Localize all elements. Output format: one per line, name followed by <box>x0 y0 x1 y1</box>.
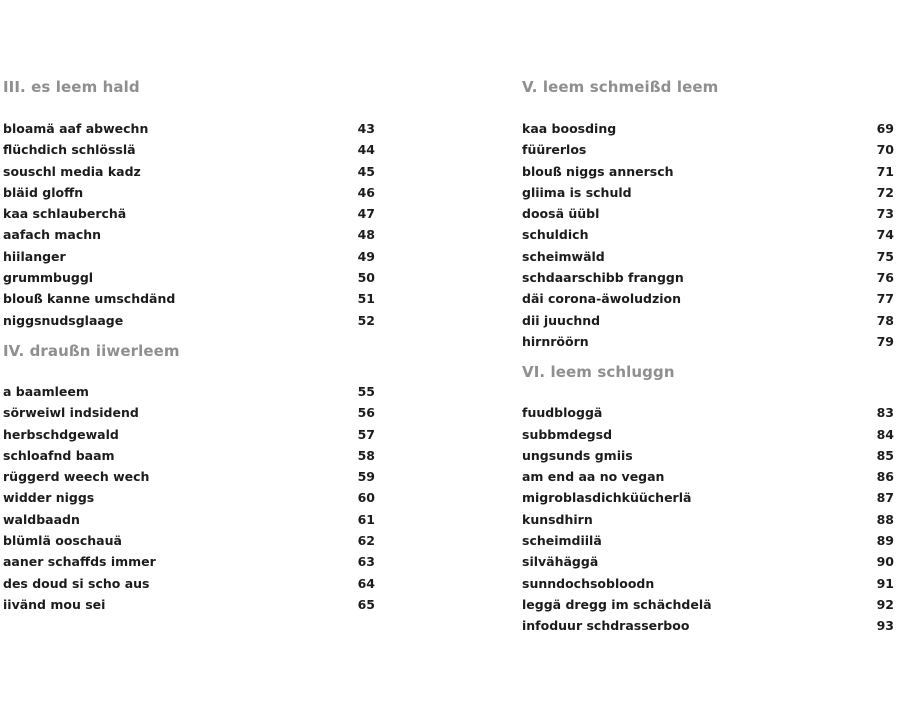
toc-entry-title: gliima is schuld <box>522 184 632 200</box>
toc-entry-title: rüggerd weech wech <box>3 469 150 485</box>
toc-entry-title: bloamä aaf abwechn <box>3 121 149 136</box>
toc-entry-title: subbmdegsd <box>522 426 613 442</box>
toc-entry-page: 85 <box>876 447 894 463</box>
toc-entry-title: des doud si scho aus <box>3 575 150 591</box>
toc-entry-page: 61 <box>357 511 375 527</box>
toc-entry-page: 58 <box>357 447 375 463</box>
toc-entry-title: schloafnd baam <box>3 447 115 463</box>
toc-entry <box>522 182 894 203</box>
toc-entry <box>3 530 375 551</box>
toc-entry-title: grummbuggl <box>3 270 94 286</box>
toc-entry <box>3 246 375 267</box>
toc-entry-title: am end aa no vegan <box>522 469 665 485</box>
toc-entry <box>522 424 894 445</box>
toc-entry <box>3 445 375 466</box>
toc-entry-title: schuldich <box>522 227 589 243</box>
toc-entry <box>3 594 375 615</box>
toc-list <box>522 402 894 636</box>
left-column <box>3 76 375 615</box>
toc-entry-title: waldbaadn <box>3 511 80 527</box>
toc-entry <box>3 381 375 402</box>
toc-entry-title: ungsunds gmiis <box>522 447 633 463</box>
section-title: V. leem schmeißd leem <box>522 78 719 96</box>
toc-entry-page: 56 <box>357 405 375 421</box>
toc-entry <box>522 203 894 224</box>
toc-entry <box>3 573 375 594</box>
toc-entry-page: 62 <box>357 533 375 549</box>
toc-entry <box>522 139 894 160</box>
section-title: VI. leem schluggn <box>522 363 675 382</box>
toc-entry-page: 55 <box>357 383 375 399</box>
toc-entry-page: 50 <box>357 270 375 286</box>
toc-entry-page: 73 <box>876 206 894 222</box>
toc-entry <box>3 118 375 139</box>
toc-entry-page: 51 <box>357 291 375 307</box>
toc-entry-title: flüchdich schlösslä <box>3 142 136 158</box>
toc-list <box>522 118 894 352</box>
toc-entry-title: scheimdiilä <box>522 533 602 549</box>
toc-entry <box>3 402 375 423</box>
toc-entry-title: hirnröörn <box>522 333 589 349</box>
toc-entry-title: blümlä ooschauä <box>3 533 122 549</box>
toc-entry <box>3 310 375 331</box>
toc-entry-title: aafach machn <box>3 227 102 243</box>
toc-entry-title: sunndochsobloodn <box>522 575 655 591</box>
toc-entry-page: 93 <box>876 618 894 634</box>
toc-entry-title: doosä üübl <box>522 206 600 222</box>
toc-entry <box>3 509 375 530</box>
toc-entry-page: 75 <box>876 248 894 264</box>
toc-entry <box>3 466 375 487</box>
toc-entry-page: 65 <box>357 596 375 612</box>
section-title: III. es leem hald <box>3 78 140 96</box>
toc-list <box>3 381 375 615</box>
toc-entry-page: 88 <box>876 511 894 527</box>
toc-entry-page: 91 <box>876 575 894 591</box>
toc-entry-page: 60 <box>357 490 375 506</box>
toc-entry <box>3 288 375 309</box>
toc-entry <box>522 246 894 267</box>
toc-entry-page: 70 <box>876 142 894 158</box>
toc-entry <box>522 224 894 245</box>
toc-entry <box>3 139 375 160</box>
toc-entry <box>522 445 894 466</box>
toc-entry <box>522 487 894 508</box>
toc-entry <box>522 267 894 288</box>
toc-entry <box>522 310 894 331</box>
toc-entry <box>522 530 894 551</box>
toc-entry <box>3 203 375 224</box>
toc-entry-title: aaner schaffds immer <box>3 554 156 570</box>
toc-entry-page: 72 <box>876 184 894 200</box>
toc-entry-page: 86 <box>876 469 894 485</box>
toc-entry-page: 92 <box>876 596 894 612</box>
toc-entry <box>3 161 375 182</box>
toc-entry-title: infoduur schdrasserboo <box>522 618 690 634</box>
toc-entry <box>522 288 894 309</box>
toc-entry <box>522 118 894 139</box>
toc-entry-page: 63 <box>357 554 375 570</box>
toc-entry-title: niggsnudsglaage <box>3 312 124 328</box>
toc-entry <box>522 402 894 423</box>
toc-entry-page: 78 <box>876 312 894 328</box>
toc-entry <box>522 573 894 594</box>
toc-entry <box>3 551 375 572</box>
toc-entry-page: 64 <box>357 575 375 591</box>
toc-entry-title: souschl media kadz <box>3 163 141 179</box>
toc-entry <box>3 487 375 508</box>
toc-entry-page: 59 <box>357 469 375 485</box>
toc-entry-page: 74 <box>876 227 894 243</box>
toc-entry-title: däi corona-äwoludzion <box>522 291 682 307</box>
toc-entry <box>522 551 894 572</box>
toc-entry-title: sörweiwl indsidend <box>3 405 139 421</box>
toc-entry-title: hiilanger <box>3 248 66 264</box>
toc-entry <box>3 224 375 245</box>
toc-entry-page: 43 <box>357 121 375 136</box>
toc-entry-title: blouß niggs annersch <box>522 163 674 179</box>
toc-entry-page: 87 <box>876 490 894 506</box>
toc-entry <box>3 267 375 288</box>
toc-entry-page: 52 <box>357 312 375 328</box>
toc-entry-title: iivänd mou sei <box>3 596 106 612</box>
toc-entry-title: bläid gloffn <box>3 184 84 200</box>
toc-entry-title: widder niggs <box>3 490 95 506</box>
toc-entry-page: 76 <box>876 270 894 286</box>
toc-entry-page: 77 <box>876 291 894 307</box>
toc-entry-title: dii juuchnd <box>522 312 601 328</box>
toc-entry-title: leggä dregg im schächdelä <box>522 596 712 612</box>
toc-entry-title: kaa boosding <box>522 121 617 136</box>
toc-entry-page: 57 <box>357 426 375 442</box>
toc-entry-page: 79 <box>876 333 894 349</box>
toc-entry <box>522 161 894 182</box>
toc-entry-title: fuudbloggä <box>522 405 603 421</box>
toc-entry-title: schdaarschibb franggn <box>522 270 684 286</box>
toc-entry-title: kaa schlauberchä <box>3 206 127 222</box>
toc-entry-page: 44 <box>357 142 375 158</box>
toc-entry-page: 71 <box>876 163 894 179</box>
toc-entry-page: 45 <box>357 163 375 179</box>
toc-entry-title: herbschdgewald <box>3 426 119 442</box>
toc-entry-page: 47 <box>357 206 375 222</box>
toc-entry <box>522 509 894 530</box>
toc-entry-title: füürerlos <box>522 142 587 158</box>
toc-entry-title: blouß kanne umschdänd <box>3 291 176 307</box>
toc-entry-page: 83 <box>876 405 894 421</box>
toc-entry-title: kunsdhirn <box>522 511 593 527</box>
toc-entry-page: 48 <box>357 227 375 243</box>
toc-entry-title: a baamleem <box>3 383 89 399</box>
toc-entry <box>522 615 894 636</box>
toc-entry <box>3 182 375 203</box>
toc-entry-title: scheimwäld <box>522 248 605 264</box>
toc-entry-page: 49 <box>357 248 375 264</box>
section-title: IV. draußn iiwerleem <box>3 341 180 360</box>
toc-entry-page: 46 <box>357 184 375 200</box>
toc-entry <box>522 594 894 615</box>
toc-entry-page: 89 <box>876 533 894 549</box>
toc-list <box>3 118 375 331</box>
toc-entry-page: 69 <box>876 121 894 136</box>
right-column <box>522 76 894 637</box>
toc-entry <box>522 466 894 487</box>
toc-entry <box>3 424 375 445</box>
toc-entry-page: 84 <box>876 426 894 442</box>
toc-entry <box>522 331 894 352</box>
toc-entry-title: silvähäggä <box>522 554 599 570</box>
toc-entry-page: 90 <box>876 554 894 570</box>
toc-entry-title: migroblasdichküücherlä <box>522 490 692 506</box>
